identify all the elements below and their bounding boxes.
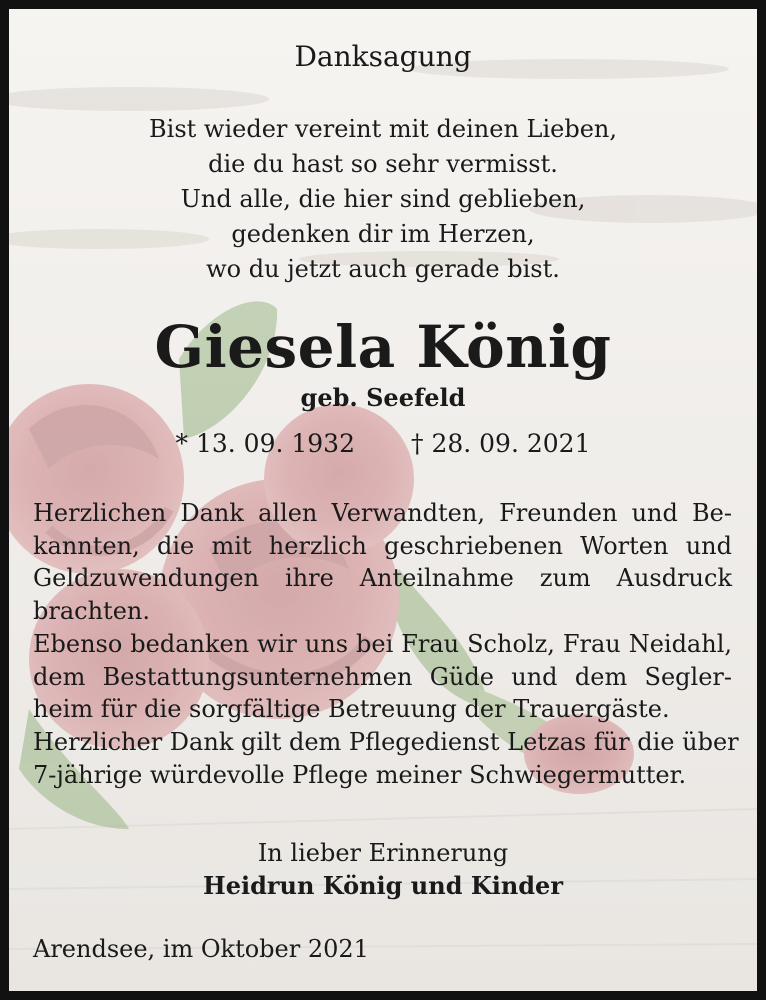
- body-line: dem Bestattungsunternehmen Güde und dem Segler-: [33, 662, 732, 691]
- poem-line: Bist wieder vereint mit deinen Lieben,: [149, 115, 617, 143]
- closing-phrase: In lieber Erinnerung: [257, 839, 509, 867]
- body-line: Ebenso bedanken wir uns bei Frau Scholz, Frau Neidahl,: [33, 629, 732, 658]
- body-line: heim für die sorgfältige Betreuung der Trauergäste.: [33, 695, 670, 724]
- place-and-date: Arendsee, im Oktober 2021: [33, 935, 369, 963]
- poem-line: die du hast so sehr vermisst.: [208, 150, 558, 178]
- poem-line: Und alle, die hier sind geblieben,: [180, 185, 586, 213]
- birth-date: * 13. 09. 1932: [175, 429, 355, 458]
- obituary-content: [9, 9, 757, 991]
- signature: Heidrun König und Kinder: [203, 871, 563, 900]
- poem: [9, 112, 757, 287]
- body-line: Herzlichen Dank allen Verwandten, Freunden und Be-: [33, 499, 732, 527]
- body-line: Herzlicher Dank gilt dem Pflegedienst Letzas für die über: [33, 727, 739, 756]
- body-line: Geldzuwendungen ihre Anteilnahme zum Ausdruck: [33, 564, 732, 593]
- death-date: † 28. 09. 2021: [411, 429, 591, 458]
- body-line: kannten, die mit herzlich geschriebenen Worten und: [33, 531, 732, 560]
- obituary-card: [9, 9, 757, 991]
- poem-line: wo du jetzt auch gerade bist.: [206, 255, 560, 283]
- poem-line: gedenken dir im Herzen,: [231, 220, 535, 248]
- heading: Danksagung: [294, 40, 472, 73]
- deceased-name: Giesela König: [154, 313, 612, 381]
- life-dates: [9, 429, 757, 458]
- thanks-text: [33, 497, 739, 791]
- body-line: brachten.: [33, 597, 150, 626]
- body-line: 7-jährige würdevolle Pflege meiner Schwiegermutter.: [33, 760, 687, 789]
- maiden-name: geb. Seefeld: [300, 383, 466, 412]
